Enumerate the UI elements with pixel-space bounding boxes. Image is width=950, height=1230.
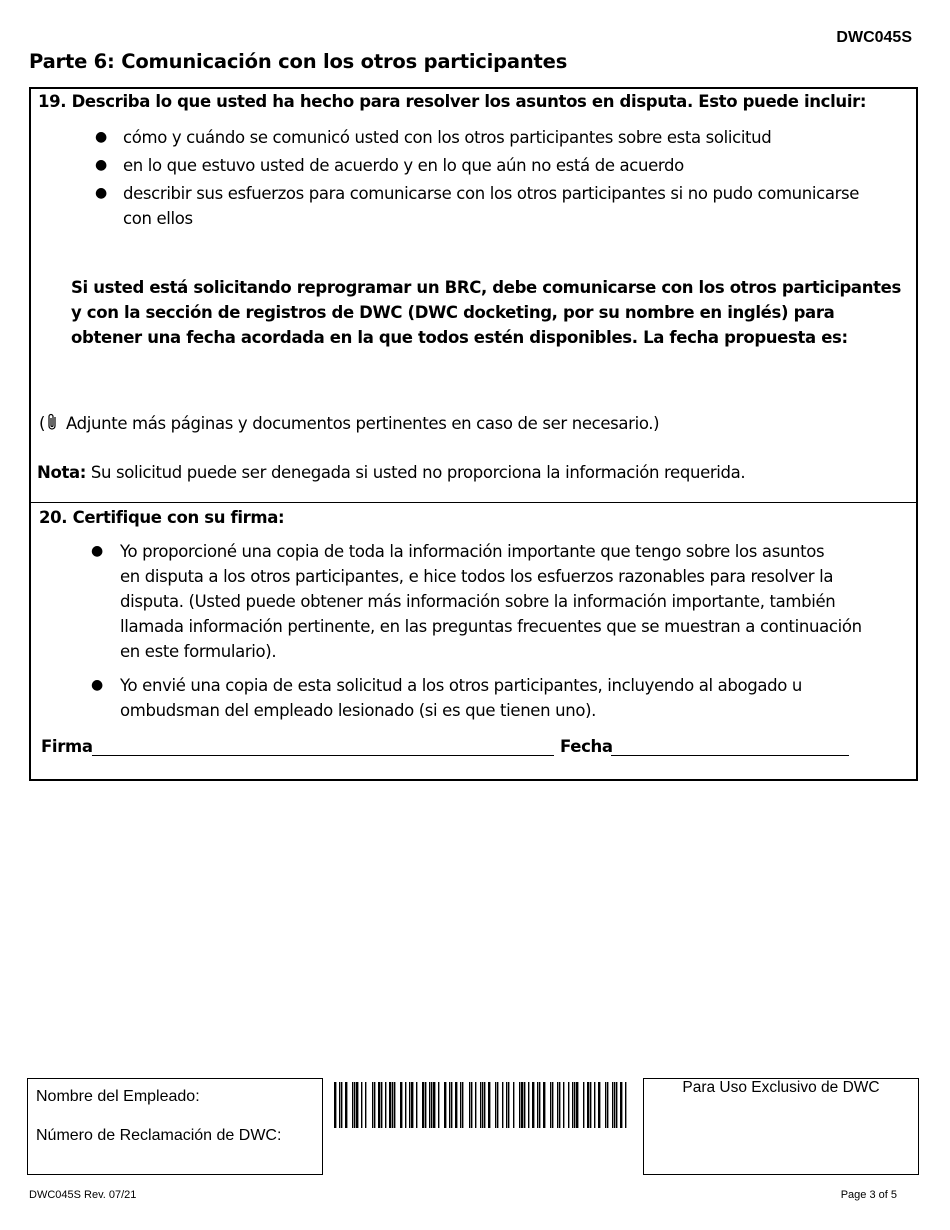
barcode-bar <box>381 1082 382 1128</box>
barcode-bar <box>557 1082 558 1128</box>
barcode-bar <box>524 1082 525 1128</box>
barcode-bar <box>409 1082 410 1128</box>
barcode-bar <box>513 1082 514 1128</box>
note-text: Su solicitud puede ser denegada si usted no proporciona la información requerida. <box>90 463 746 482</box>
q19-bullet-1: cómo y cuándo se comunicó usted con los otros participantes sobre esta solicitud <box>123 128 772 147</box>
q19-bullet-3-cont: con ellos <box>123 209 193 228</box>
bullet-icon: ● <box>91 543 104 559</box>
barcode-bar <box>444 1082 446 1128</box>
barcode-bar <box>480 1082 481 1128</box>
barcode-bar <box>429 1082 430 1128</box>
barcode-bar <box>431 1082 432 1128</box>
barcode-bar <box>462 1082 463 1128</box>
barcode-bar <box>482 1082 483 1128</box>
barcode-bar <box>521 1082 523 1128</box>
barcode-bar <box>411 1082 413 1128</box>
brc-line-1: Si usted está solicitando reprogramar un BRC, debe comunicarse con los otros participantes <box>71 278 901 297</box>
barcode-bar <box>455 1082 457 1128</box>
barcode-bar <box>583 1082 584 1128</box>
note-label: Nota: <box>37 463 87 482</box>
barcode-bar <box>385 1082 386 1128</box>
section-divider <box>31 502 916 503</box>
barcode-bar <box>471 1082 472 1128</box>
barcode-bar <box>416 1082 417 1128</box>
q20-bullet-2-line-2: ombudsman del empleado lesionado (si es que tienen uno). <box>120 701 597 720</box>
brc-line-2: y con la sección de registros de DWC (DWC docketing, por su nombre en inglés) para <box>71 303 835 322</box>
barcode-bar <box>449 1082 450 1128</box>
barcode-bar <box>614 1082 615 1128</box>
barcode-bar <box>607 1082 608 1128</box>
barcode-bar <box>552 1082 553 1128</box>
date-label: Fecha <box>560 737 613 756</box>
dwc-use-label: Para Uso Exclusivo de DWC <box>682 1079 880 1096</box>
barcode-bar <box>356 1082 358 1128</box>
barcode-bar <box>345 1082 347 1128</box>
barcode-bar <box>559 1082 560 1128</box>
barcode-bar <box>433 1082 435 1128</box>
barcode-bar <box>495 1082 496 1128</box>
barcode-bar <box>354 1082 355 1128</box>
signature-field[interactable] <box>92 755 554 756</box>
barcode-bar <box>361 1082 362 1128</box>
date-field[interactable] <box>611 755 849 756</box>
barcode-bar <box>508 1082 509 1128</box>
barcode-bar <box>519 1082 520 1128</box>
signature-label: Firma <box>41 737 93 756</box>
barcode-bar <box>488 1082 490 1128</box>
barcode-bar <box>572 1082 573 1128</box>
barcode-bar <box>576 1082 578 1128</box>
barcode-bar <box>497 1082 498 1128</box>
paperclip-icon <box>45 413 61 438</box>
q20-bullet-1-line-1: Yo proporcioné una copia de toda la información importante que tengo sobre los asuntos <box>120 542 825 561</box>
barcode-bar <box>389 1082 391 1128</box>
barcode-bar <box>620 1082 622 1128</box>
note <box>37 460 745 485</box>
q20-bullet-2-line-1: Yo envié una copia de esta solicitud a los otros participantes, incluyendo al abogado u <box>120 676 803 695</box>
barcode-bar <box>451 1082 452 1128</box>
barcode-bar <box>616 1082 617 1128</box>
employee-info-box <box>27 1078 323 1175</box>
barcode-bar <box>598 1082 600 1128</box>
barcode-bar <box>339 1082 340 1128</box>
barcode-bar <box>352 1082 353 1128</box>
barcode-bar <box>400 1082 402 1128</box>
barcode-bar <box>334 1082 336 1128</box>
q20-bullet-1-line-5: en este formulario). <box>120 642 277 661</box>
barcode-bar <box>502 1082 503 1128</box>
barcode-bar <box>625 1082 626 1128</box>
barcode-bar <box>550 1082 551 1128</box>
barcode-bar <box>590 1082 591 1128</box>
barcode-bar <box>543 1082 545 1128</box>
barcode-bar <box>405 1082 406 1128</box>
q20-bullet-1-line-3: disputa. (Usted puede obtener más información sobre la información importante, también <box>120 592 836 611</box>
part6-box <box>29 87 918 781</box>
attachment-text: Adjunte más páginas y documentos pertinentes en caso de ser necesario.) <box>66 414 660 433</box>
barcode-bar <box>484 1082 485 1128</box>
page-title: Parte 6: Comunicación con los otros participantes <box>29 50 568 73</box>
barcode-bar <box>438 1082 439 1128</box>
bullet-icon: ● <box>91 677 104 693</box>
barcode-bar <box>528 1082 529 1128</box>
revision-label: DWC045S Rev. 07/21 <box>29 1189 137 1201</box>
q20-bullet-1-line-2: en disputa a los otros participantes, e hice todos los esfuerzos razonables para resolver la <box>120 567 834 586</box>
barcode-bar <box>568 1082 569 1128</box>
barcode-bar <box>532 1082 534 1128</box>
page-number: Page 3 of 5 <box>840 1189 897 1201</box>
barcode-bar <box>469 1082 470 1128</box>
barcode-bar <box>475 1082 476 1128</box>
claim-number-label: Número de Reclamación de DWC: <box>36 1127 282 1144</box>
employee-name-label: Nombre del Empleado: <box>36 1088 200 1105</box>
barcode-bar <box>378 1082 380 1128</box>
barcode-bar <box>587 1082 589 1128</box>
barcode-bar <box>563 1082 564 1128</box>
barcode-bar <box>425 1082 426 1128</box>
q20-bullet-1-line-4: llamada información pertinente, en las preguntas frecuentes que se muestran a continuación <box>120 617 862 636</box>
barcode-bar <box>372 1082 373 1128</box>
form-code: DWC045S <box>836 29 912 46</box>
q20-heading: 20. Certifique con su firma: <box>39 508 285 527</box>
barcode-bar <box>605 1082 606 1128</box>
barcode-bar <box>594 1082 595 1128</box>
barcode-bar <box>394 1082 395 1128</box>
barcode-bar <box>460 1082 461 1128</box>
barcode <box>334 1082 628 1128</box>
bullet-icon: ● <box>95 157 108 173</box>
barcode-bar <box>365 1082 366 1128</box>
barcode-bar <box>612 1082 613 1128</box>
barcode-bar <box>341 1082 342 1128</box>
q19-bullet-3: describir sus esfuerzos para comunicarse con los otros participantes si no pudo comunicarse <box>123 184 860 203</box>
barcode-bar <box>374 1082 375 1128</box>
q19-bullet-2: en lo que estuvo usted de acuerdo y en lo que aún no está de acuerdo <box>123 156 684 175</box>
dwc-use-box <box>643 1078 919 1175</box>
barcode-bar <box>422 1082 424 1128</box>
q19-heading: 19. Describa lo que usted ha hecho para resolver los asuntos en disputa. Esto puede incluir: <box>38 92 867 111</box>
barcode-bar <box>392 1082 393 1128</box>
bullet-icon: ● <box>95 129 108 145</box>
brc-line-3: obtener una fecha acordada en la que todos estén disponibles. La fecha propuesta es: <box>71 328 848 347</box>
attachment-note <box>39 411 659 438</box>
bullet-icon: ● <box>95 185 108 201</box>
attachment-open-paren: ( <box>39 414 46 433</box>
barcode-bar <box>574 1082 575 1128</box>
barcode-bar <box>537 1082 538 1128</box>
barcode-bar <box>539 1082 540 1128</box>
barcode-bar <box>506 1082 507 1128</box>
